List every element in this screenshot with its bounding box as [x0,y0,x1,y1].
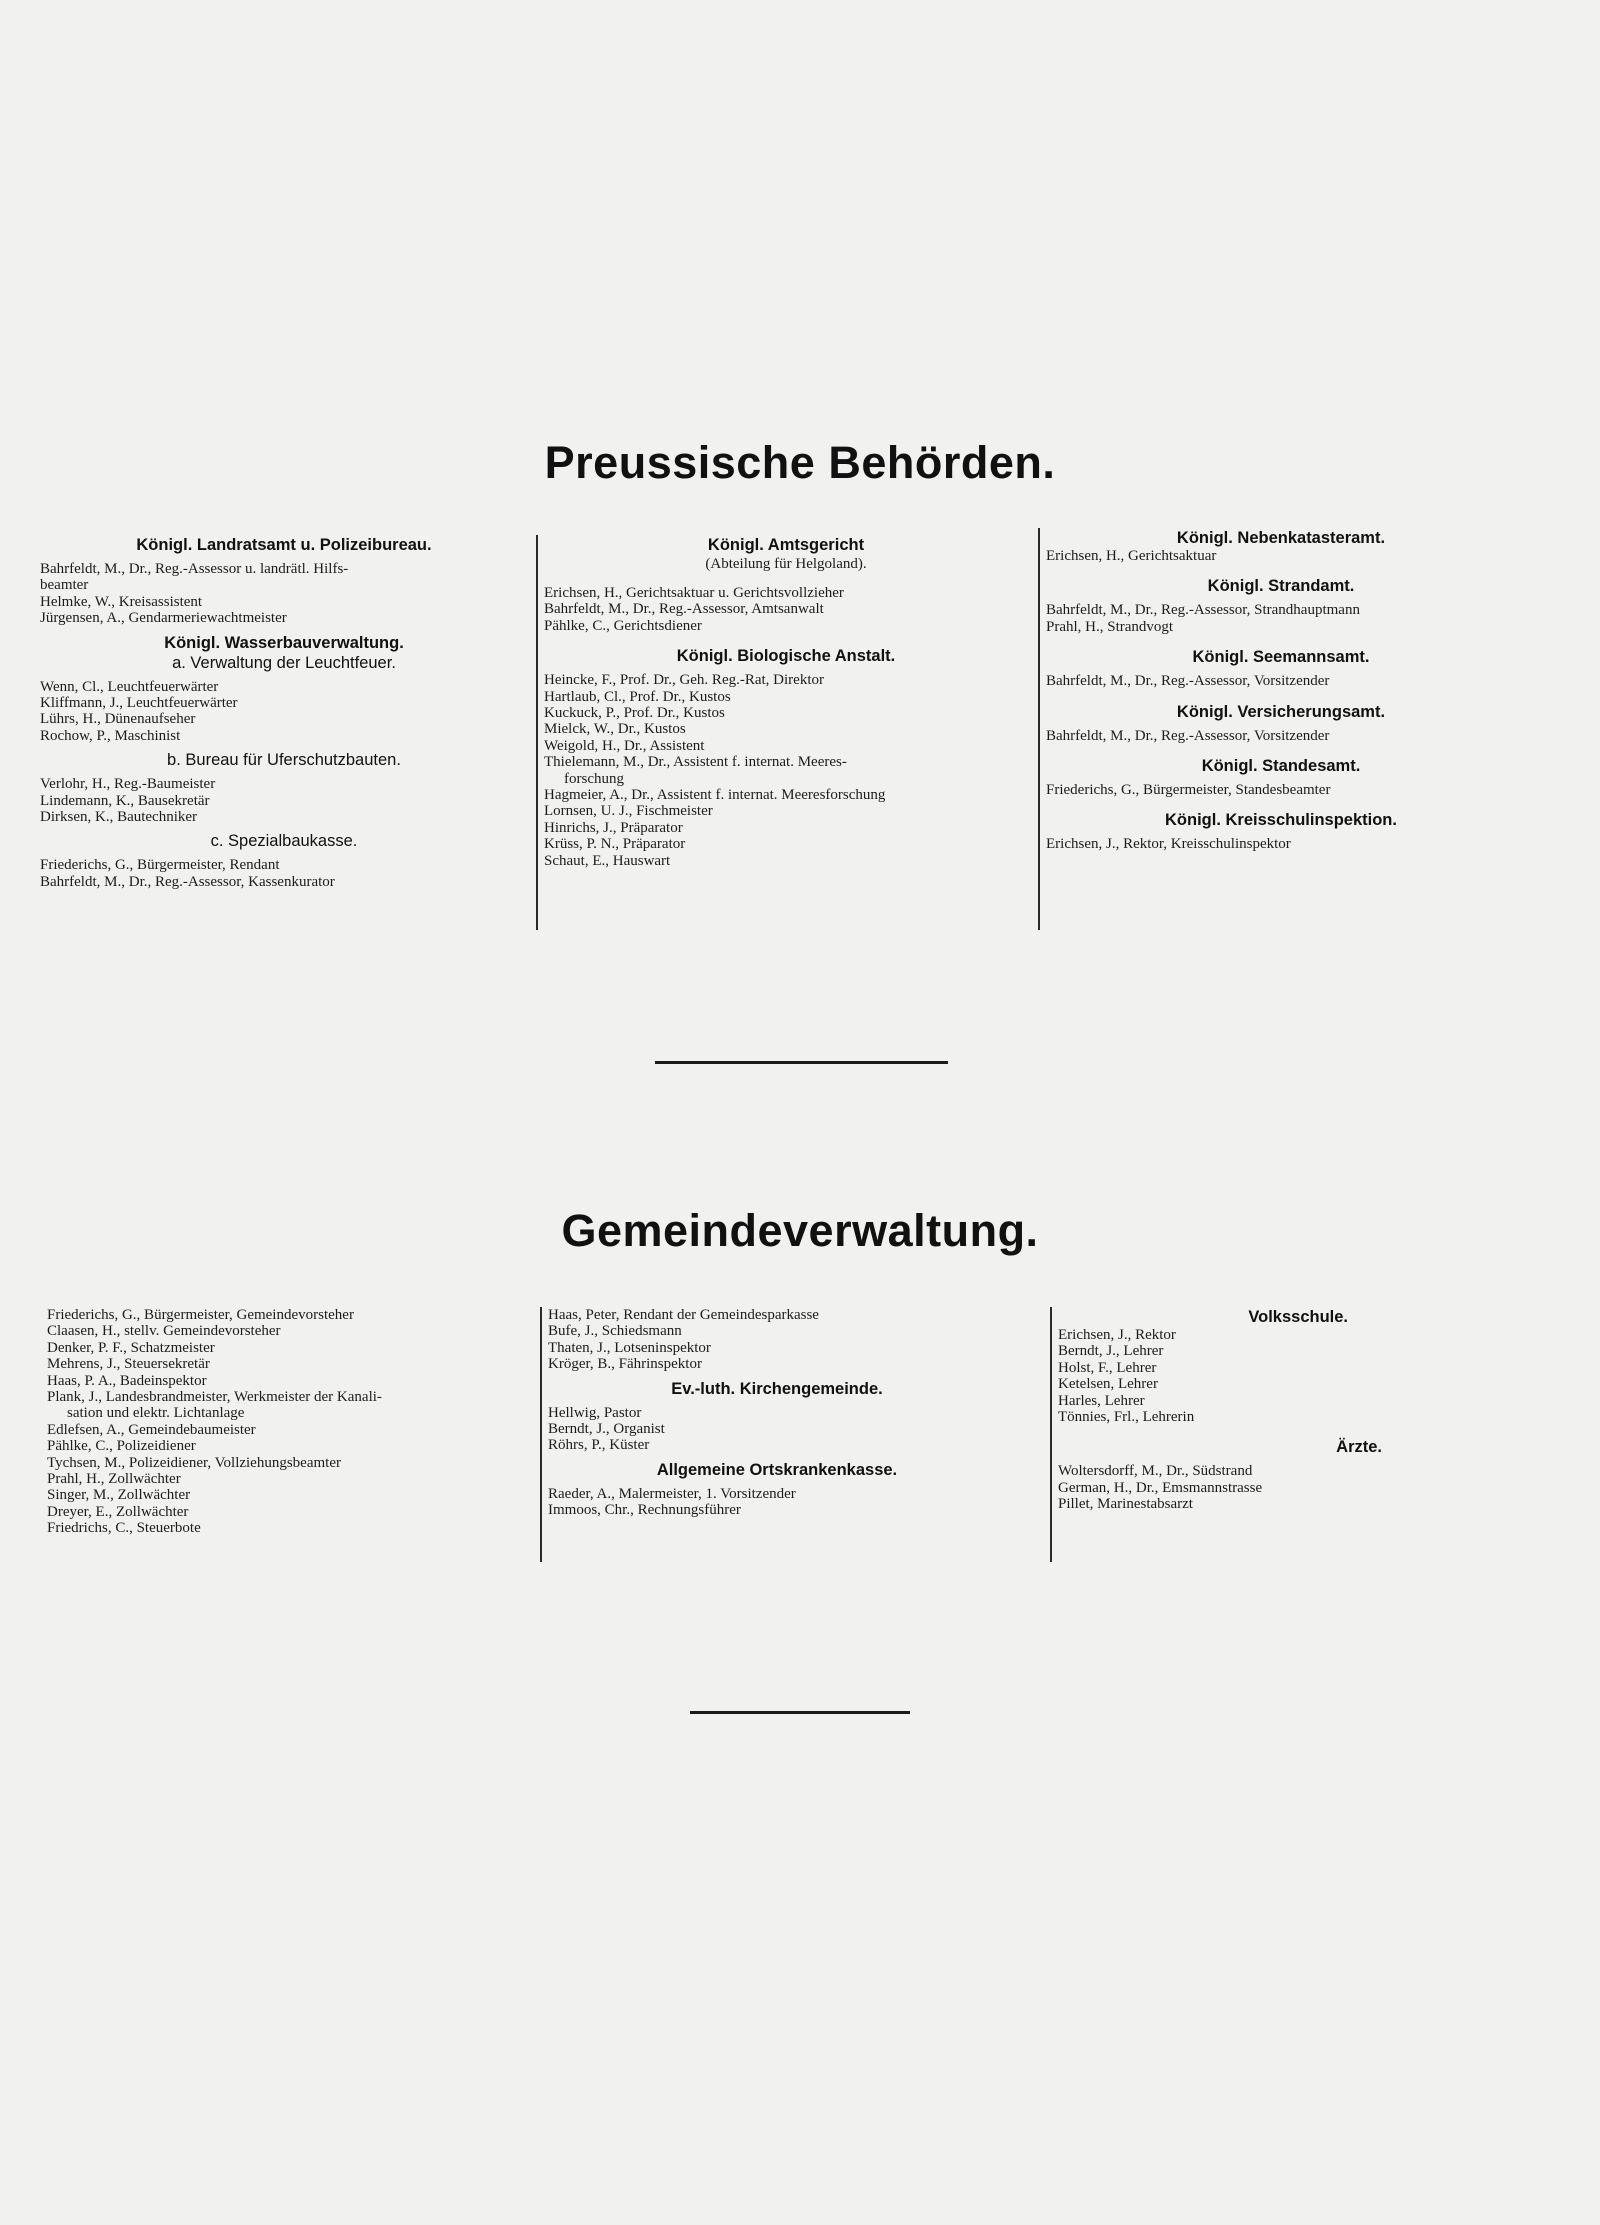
preussische-column-2 [536,535,1028,930]
list-item: Lindemann, K., Bausekretär [40,792,210,809]
preussische-column-3 [1038,528,1516,930]
list-item: Rochow, P., Maschinist [40,727,181,744]
section-title-volksschule: Volksschule. [1248,1308,1348,1326]
list-item: Tychsen, M., Polizeidiener, Vollziehungsbeamter [47,1454,341,1471]
gemeinde-column-1 [47,1307,537,1537]
list-item: Friederichs, G., Bürgermeister, Gemeindevorsteher [47,1307,354,1323]
list-item: Jürgensen, A., Gendarmeriewachtmeister [40,610,287,627]
list-item: Hellwig, Pastor [548,1404,642,1421]
section-title-seemannsamt: Königl. Seemannsamt. [1192,648,1370,667]
list-item: Lornsen, U. J., Fischmeister [544,803,713,820]
list-item: Röhrs, P., Küster [548,1437,650,1454]
list-item: Haas, P. A., Badeinspektor [47,1372,207,1389]
list-item: Mielck, W., Dr., Kustos [544,721,686,738]
list-item: Mehrens, J., Steuersekretär [47,1356,210,1373]
list-item: Immoos, Chr., Rechnungsführer [548,1502,741,1519]
list-item: Bufe, J., Schiedsmann [548,1323,682,1340]
list-item: Berndt, J., Organist [548,1421,665,1438]
list-item: Dirksen, K., Bautechniker [40,809,198,826]
page-title-gemeindeverwaltung: Gemeindeverwaltung. [561,1205,1039,1256]
section-title-strandamt: Königl. Strandamt. [1207,577,1355,596]
list-item: Schaut, E., Hauswart [544,852,671,869]
list-item: Hagmeier, A., Dr., Assistent f. internat. Meeresforschung [544,787,886,804]
list-item: Lührs, H., Dünenaufseher [40,711,196,728]
section-title-standesamt: Königl. Standesamt. [1201,757,1361,776]
list-item: Thaten, J., Lotseninspektor [548,1339,711,1356]
section-title-ortskrankenkasse: Allgemeine Ortskrankenkasse. [656,1460,898,1479]
section-title-amtsgericht: Königl. Amtsgericht [707,536,865,554]
list-item: Heincke, F., Prof. Dr., Geh. Reg.-Rat, Direktor [544,672,824,689]
page-title-preussische-behoerden: Preussische Behörden. [544,437,1056,488]
list-item: Friederichs, G., Bürgermeister, Rendant [40,857,280,874]
list-item: Erichsen, J., Rektor [1058,1327,1176,1343]
gemeinde-column-3 [1050,1307,1388,1562]
list-item: Edlefsen, A., Gemeindebaumeister [47,1421,256,1438]
list-item: Bahrfeldt, M., Dr., Reg.-Assessor, Strandhauptmann [1046,602,1360,619]
list-item: Friedrichs, C., Steuerbote [47,1520,201,1537]
list-item: Bahrfeldt, M., Dr., Reg.-Assessor, Kassenkurator [40,873,335,890]
list-item: Prahl, H., Zollwächter [47,1471,181,1488]
list-item: forschung [564,770,624,787]
subsection-title-uferschutzbauten: b. Bureau für Uferschutzbauten. [167,751,401,770]
list-item: Tönnies, Frl., Lehrerin [1058,1409,1195,1426]
list-item: Berndt, J., Lehrer [1058,1343,1164,1360]
list-item: Claasen, H., stellv. Gemeindevorsteher [47,1323,281,1340]
section-divider [655,1061,948,1064]
list-item: Pählke, C., Polizeidiener [47,1438,196,1455]
subsection-title-leuchtfeuer: a. Verwaltung der Leuchtfeuer. [172,653,396,672]
list-item: Bahrfeldt, M., Dr., Reg.-Assessor, Vorsitzender [1046,673,1330,690]
list-item: Erichsen, H., Gerichtsaktuar [1046,548,1217,564]
list-item: Thielemann, M., Dr., Assistent f. internat. Meeres- [544,754,847,771]
list-item: Friederichs, G., Bürgermeister, Standesbeamter [1046,782,1331,799]
list-item: Kröger, B., Fährinspektor [548,1356,702,1373]
section-title-kirchengemeinde: Ev.-luth. Kirchengemeinde. [671,1379,883,1398]
section-divider [690,1711,910,1714]
section-title-wasserbauverwaltung: Königl. Wasserbauverwaltung. [164,633,404,652]
gemeinde-column-2 [540,1307,1006,1562]
section-title-versicherungsamt: Königl. Versicherungsamt. [1176,702,1386,721]
list-item: Dreyer, E., Zollwächter [47,1503,189,1520]
list-item: Prahl, H., Strandvogt [1046,618,1174,635]
list-item: Helmke, W., Kreisassistent [40,593,203,610]
list-item: Woltersdorff, M., Dr., Südstrand [1058,1463,1253,1480]
list-item: sation und elektr. Lichtanlage [67,1405,245,1422]
amtsgericht-note: (Abteilung für Helgoland). [705,556,867,572]
section-title-landratsamt: Königl. Landratsamt u. Polizeibureau. [136,536,432,554]
list-item: Holst, F., Lehrer [1058,1359,1157,1376]
list-item: Bahrfeldt, M., Dr., Reg.-Assessor, Vorsitzender [1046,727,1330,744]
list-item: Weigold, H., Dr., Assistent [544,737,705,754]
list-item: Singer, M., Zollwächter [47,1487,191,1504]
list-item: Pillet, Marinestabsarzt [1058,1496,1193,1513]
list-item: Bahrfeldt, M., Dr., Reg.-Assessor u. landrätl. Hilfs- [40,561,349,577]
list-item: Haas, Peter, Rendant der Gemeindesparkasse [548,1307,819,1323]
section-title-kreisschulinspektion: Königl. Kreisschulinspektion. [1165,811,1397,830]
list-item: Hinrichs, J., Präparator [544,819,683,836]
list-item: Raeder, A., Malermeister, 1. Vorsitzender [548,1485,796,1502]
section-title-aerzte: Ärzte. [1336,1438,1382,1457]
list-item: German, H., Dr., Emsmannstrasse [1058,1479,1263,1496]
list-item: Wenn, Cl., Leuchtfeuerwärter [40,678,219,695]
list-item: Hartlaub, Cl., Prof. Dr., Kustos [544,688,731,705]
list-item: Pählke, C., Gerichtsdiener [544,617,702,634]
list-item: Erichsen, J., Rektor, Kreisschulinspektor [1046,836,1291,853]
list-item: beamter [40,577,89,594]
list-item: Verlohr, H., Reg.-Baumeister [40,776,216,793]
preussische-column-1 [40,535,528,890]
list-item: Krüss, P. N., Präparator [544,836,686,853]
list-item: Bahrfeldt, M., Dr., Reg.-Assessor, Amtsanwalt [544,601,824,618]
section-title-nebenkatasteramt: Königl. Nebenkatasteramt. [1176,529,1386,547]
list-item: Erichsen, H., Gerichtsaktuar u. Gerichtsvollzieher [544,585,844,601]
list-item: Kliffmann, J., Leuchtfeuerwärter [40,695,238,712]
list-item: Denker, P. F., Schatzmeister [47,1339,215,1356]
list-item: Plank, J., Landesbrandmeister, Werkmeister der Kanali- [47,1389,382,1406]
subsection-title-spezialbaukasse: c. Spezialbaukasse. [210,832,358,851]
list-item: Harles, Lehrer [1058,1392,1145,1409]
list-item: Ketelsen, Lehrer [1058,1376,1158,1393]
list-item: Kuckuck, P., Prof. Dr., Kustos [544,705,725,722]
section-title-biologische-anstalt: Königl. Biologische Anstalt. [676,647,896,666]
